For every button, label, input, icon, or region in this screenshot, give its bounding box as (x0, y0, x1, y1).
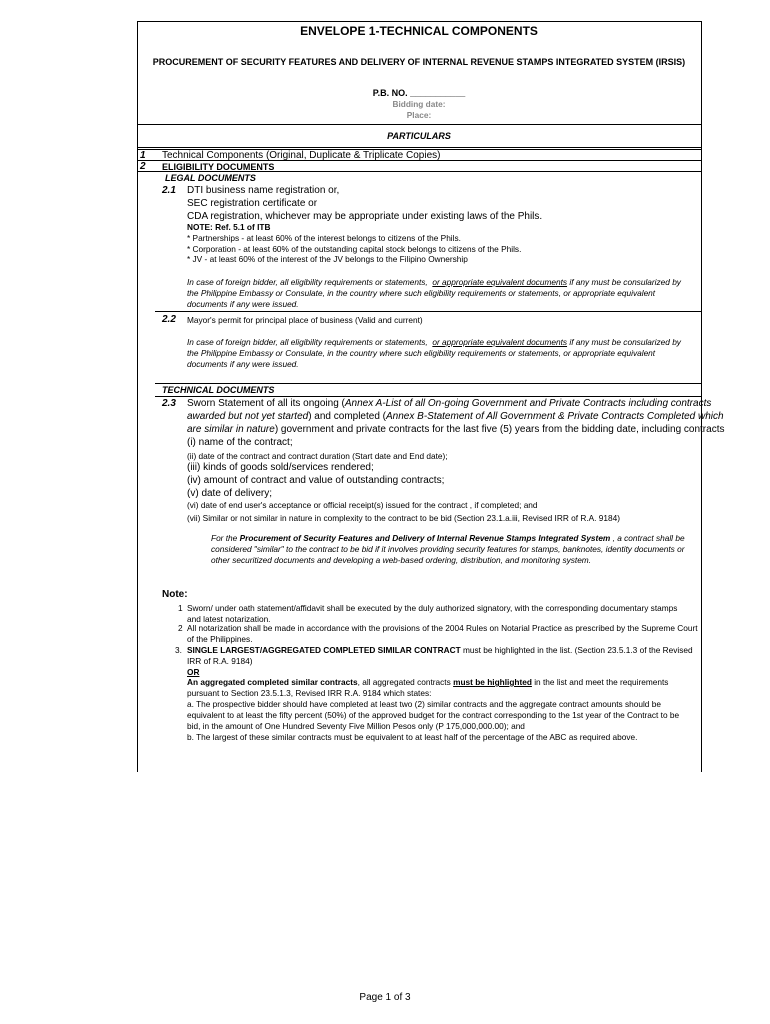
aggregated-line-1 (187, 677, 668, 687)
or-separator: OR (187, 667, 200, 677)
item-2-1-number: 2.1 (162, 185, 176, 196)
requirement-a-line-3: bid, in the amount of One Hundred Seventy Five Million Pesos only (P 175,000,000.00); and (187, 721, 525, 731)
note-1-number: 1 (178, 603, 183, 613)
item-2-2-text: Mayor's permit for principal place of business (Valid and current) (187, 315, 423, 325)
item-2-1-bullet-2: * Corporation - at least 60% of the outstanding capital stock belongs to citizens of the Phils. (187, 244, 522, 254)
note-1-line-2: and latest notarization. (187, 614, 271, 624)
text-span: in the list and meet the requirements (531, 677, 669, 687)
item-2-3-line-2 (187, 411, 724, 422)
note-3-number: 3. (175, 645, 182, 655)
divider-after-particulars (137, 147, 701, 148)
item-2-3-i: (i) name of the contract; (187, 437, 293, 448)
foreign-text-underlined: or appropriate equivalent documents (432, 337, 568, 347)
page-number: Page 1 of 3 (359, 992, 411, 1003)
pb-number: P.B. NO. ___________ (372, 88, 466, 98)
item-2-1-bullet-1: * Partnerships - at least 60% of the interest belongs to citizens of the Phils. (187, 233, 461, 243)
text-span: , a contract shall be (610, 533, 685, 543)
text-span: must be highlighted in the list. (Section 23.5.1.3 of the Revised (460, 645, 693, 655)
document-title: ENVELOPE 1-TECHNICAL COMPONENTS (300, 24, 538, 38)
divider-item22-top (155, 311, 701, 312)
similar-contract-line-2: considered "similar" to the contract to be bid if it involves providing security features for stamps, banknotes, identity documents or (211, 544, 685, 554)
requirement-a-line-1: a. The prospective bidder should have completed at least two (2) similar contracts and the aggregate contract amounts should be (187, 699, 661, 709)
aggregated-text: An aggregated completed similar contracts (187, 677, 358, 687)
row-2-text: ELIGIBILITY DOCUMENTS (162, 162, 275, 172)
similar-contract-line-3: other securitized documents and developing a web-based ordering, distribution, and monitoring system. (211, 555, 592, 565)
technical-documents-heading: TECHNICAL DOCUMENTS (162, 385, 275, 395)
place-label: Place: (406, 110, 432, 120)
particulars-heading: PARTICULARS (387, 131, 451, 141)
legal-documents-heading: LEGAL DOCUMENTS (165, 173, 256, 183)
item-2-1-line-1: DTI business name registration or, (187, 185, 340, 196)
annex-a-text: Annex A-List of all On-going Government and Private Contracts including contracts (344, 398, 712, 409)
item-2-2-foreign-line-1 (187, 337, 681, 347)
row-1-number: 1 (140, 150, 146, 161)
item-2-3-ii: (ii) date of the contract and contract duration (Start date and End date); (187, 451, 448, 461)
largest-contract-text: SINGLE LARGEST/AGGREGATED COMPLETED SIMILAR CONTRACT (187, 645, 461, 655)
divider-after-header (137, 124, 701, 125)
item-2-1-line-2: SEC registration certificate or (187, 198, 318, 209)
item-2-1-line-3: CDA registration, whichever may be appropriate under existing laws of the Phils. (187, 211, 543, 222)
aggregated-line-2: pursuant to Section 23.5.1.3, Revised IRR R.A. 9184 which states: (187, 688, 432, 698)
divider-item23-top (155, 396, 701, 397)
bidding-date-label: Bidding date: (392, 99, 446, 109)
item-2-1-foreign-line-1 (187, 277, 681, 287)
item-2-3-iii: (iii) kinds of goods sold/services rendered; (187, 462, 374, 473)
document-subtitle: PROCUREMENT OF SECURITY FEATURES AND DELIVERY OF INTERNAL REVENUE STAMPS INTEGRATED SYSTEM (IRSIS) (152, 57, 686, 67)
requirement-b-line-1: b. The largest of these similar contracts must be equivalent to at least half of the percentage of the ABC as required above. (187, 732, 638, 742)
item-2-1-note: NOTE: Ref. 5.1 of ITB (187, 222, 271, 232)
item-2-3-number: 2.3 (162, 398, 176, 409)
item-2-3-vi: (vi) date of end user's acceptance or official receipt(s) issued for the contract , if completed; and (187, 500, 538, 510)
item-2-3-v: (v) date of delivery; (187, 488, 273, 499)
item-2-2-foreign-line-3: documents if any were issued. (187, 359, 299, 369)
foreign-text-b: if any must be consularized by (567, 277, 681, 287)
item-2-3-line-3 (187, 424, 724, 435)
note-2-line-2: of the Philippines. (187, 634, 253, 644)
text-span: Sworn Statement of all its ongoing ( (187, 398, 345, 409)
foreign-text-a: In case of foreign bidder, all eligibility requirements or statements, (187, 337, 428, 347)
annex-b-text: Annex B-Statement of All Government & Private Contracts Completed which (386, 411, 724, 422)
similar-contract-line-1 (211, 533, 685, 543)
text-span: ) government and private contracts for the last five (5) years from the bidding date, including contracts (274, 424, 725, 435)
divider-technical-top (155, 383, 701, 384)
highlight-text: must be highlighted (453, 677, 532, 687)
item-2-3-vii: (vii) Similar or not similar in nature in complexity to the contract to be bid (Section 23.1.a.iii, Revised IRR of R.A. 9184) (187, 513, 621, 523)
item-2-2-number: 2.2 (162, 314, 176, 325)
row-1-text: Technical Components (Original, Duplicate & Triplicate Copies) (162, 150, 441, 161)
text-span: are similar in nature (187, 424, 275, 435)
note-2-number: 2 (178, 623, 183, 633)
note-3-line-1 (187, 645, 693, 655)
foreign-text-b: if any must be consularized by (567, 337, 681, 347)
note-3-line-2: IRR of R.A. 9184) (187, 656, 253, 666)
note-2-line-1: All notarization shall be made in accordance with the provisions of the 2004 Rules on Notarial Practice as prescribed by the Supreme Court (187, 623, 698, 633)
foreign-text-a: In case of foreign bidder, all eligibility requirements or statements, (187, 277, 428, 287)
text-span: For the (211, 533, 240, 543)
text-span: awarded but not yet started (187, 411, 309, 422)
item-2-2-foreign-line-2: the Philippine Embassy or Consulate, in the country where such eligibility requirements or statements, or appropriate equivalent (187, 348, 656, 358)
row-2-number: 2 (140, 161, 146, 172)
item-2-1-bullet-3: * JV - at least 60% of the interest of the JV belongs to the Filipino Ownership (187, 254, 468, 264)
requirement-a-line-2: equivalent to at least the fifty percent (50%) of the approved budget for the contract corresponding to the 1st year of the Contract to be (187, 710, 680, 720)
procurement-name: Procurement of Security Features and Delivery of Internal Revenue Stamps Integrated System (239, 533, 611, 543)
note-1-line-1: Sworn/ under oath statement/affidavit shall be executed by the duly authorized signatory, with the corresponding documentary stamps (187, 603, 678, 613)
item-2-3-line-1 (187, 398, 711, 409)
notes-heading: Note: (162, 589, 188, 600)
item-2-3-iv: (iv) amount of contract and value of outstanding contracts; (187, 475, 445, 486)
text-span: , all aggregated contracts (357, 677, 454, 687)
item-2-1-foreign-line-3: documents if any were issued. (187, 299, 299, 309)
foreign-text-underlined: or appropriate equivalent documents (432, 277, 568, 287)
text-span: ) and completed ( (308, 411, 387, 422)
item-2-1-foreign-line-2: the Philippine Embassy or Consulate, in the country where such eligibility requirements or statements, or appropriate equivalent (187, 288, 656, 298)
